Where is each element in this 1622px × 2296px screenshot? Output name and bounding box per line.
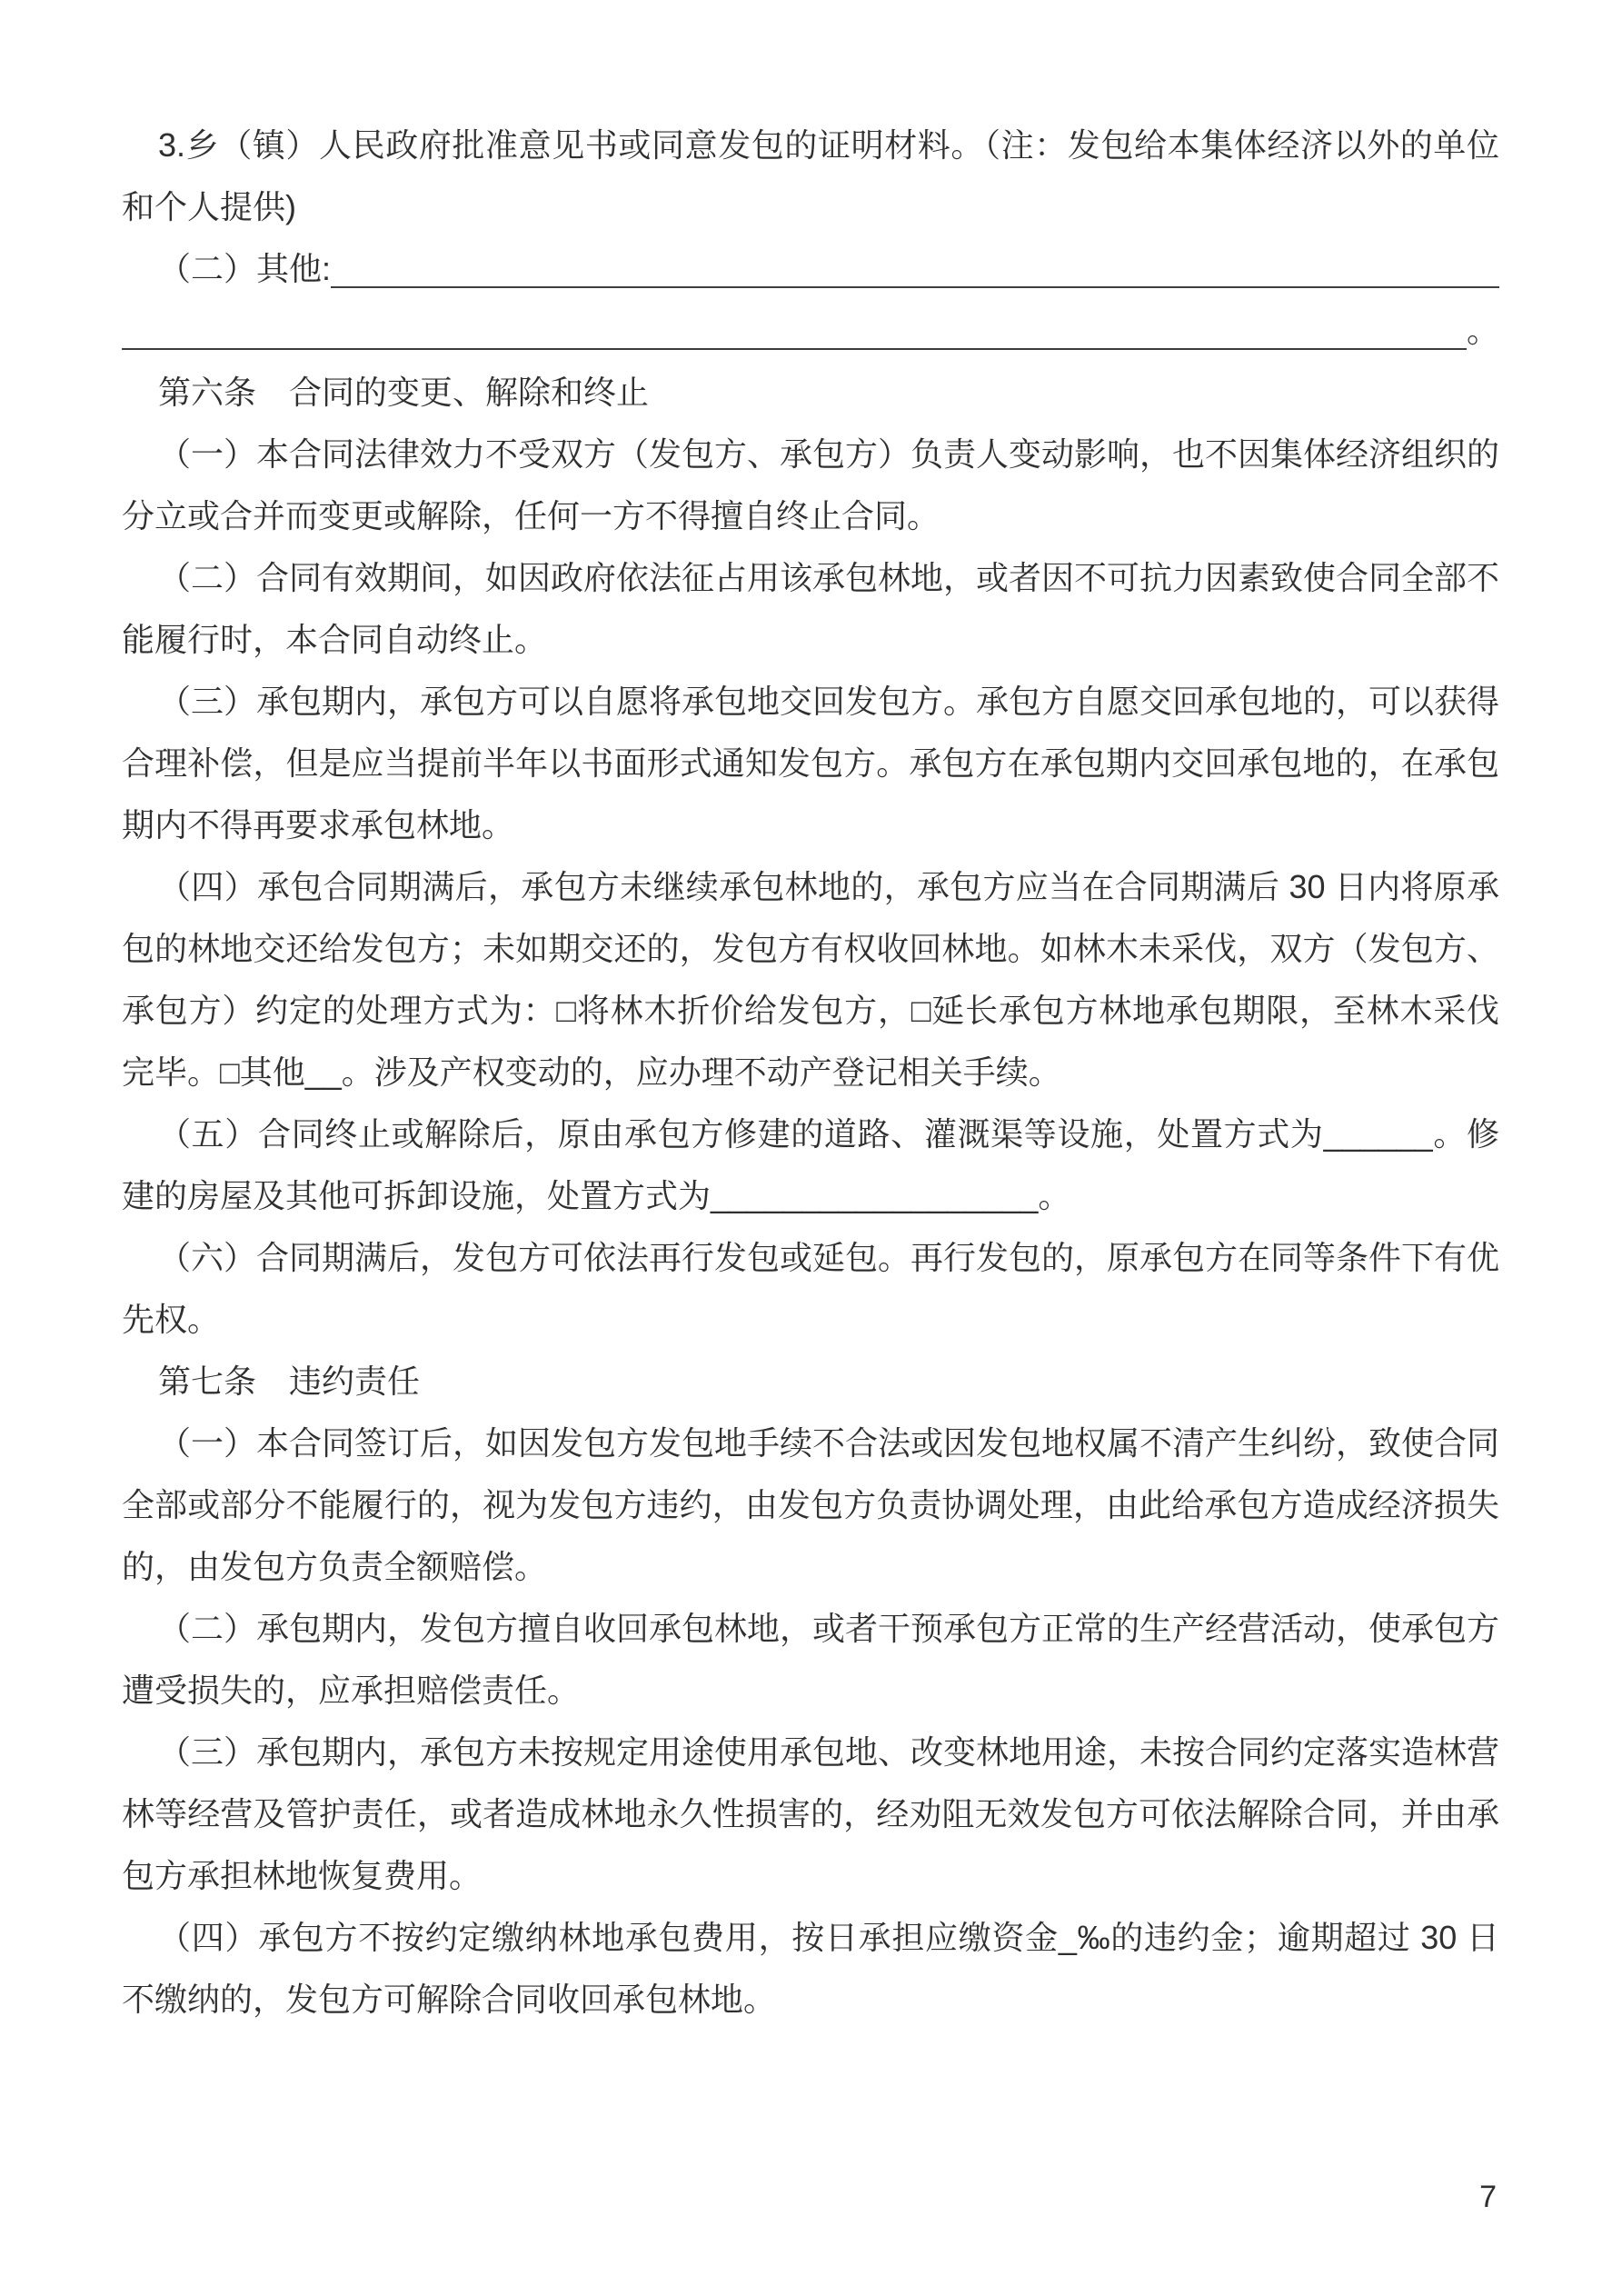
clause-other-blank-line [122,300,1499,362]
clause-other-label [122,238,1499,300]
article-6-item-6: （六）合同期满后，发包方可依法再行发包或延包。再行发包的，原承包方在同等条件下有优先权。 [122,1239,1500,1338]
blank-underline [122,300,1467,362]
article-7-item-2: （二）承包期内，发包方擅自收回承包林地，或者干预承包方正常的生产经营活动，使承包方遭受损失的，应承担赔偿责任。 [122,1610,1500,1709]
blank-underline [331,238,1499,300]
paragraph-text: 。 [1466,312,1499,349]
article-6-item-5: （五）合同终止或解除后，原由承包方修建的道路、灌溉渠等设施，处置方式为______。修建的房屋及其他可拆卸设施，处置方式为__________________。 [122,1115,1499,1214]
article-7-heading: 第七条 违约责任 [158,1363,421,1400]
document-body [122,115,1499,2031]
paragraph-text: （二）其他: [158,250,332,287]
page-number: 7 [1479,2180,1497,2214]
article-7-item-4: （四）承包方不按约定缴纳林地承包费用，按日承担应缴资金_‰的违约金；逾期超过 30 日不缴纳的，发包方可解除合同收回承包林地。 [122,1919,1499,2018]
article-7-item-3: （三）承包期内，承包方未按规定用途使用承包地、改变林地用途，未按合同约定落实造林营林等经营及管护责任，或者造成林地永久性损害的，经劝阻无效发包方可依法解除合同，并由承包方承担林地恢复费用。 [122,1733,1500,1894]
article-6-item-1: （一）本合同法律效力不受双方（发包方、承包方）负责人变动影响，也不因集体经济组织的分立或合并而变更或解除，任何一方不得擅自终止合同。 [122,435,1500,534]
article-6-item-3: （三）承包期内，承包方可以自愿将承包地交回发包方。承包方自愿交回承包地的，可以获得合理补偿，但是应当提前半年以书面形式通知发包方。承包方在承包期内交回承包地的，在承包期内不得再要求承包林地。 [122,683,1500,844]
article-6-item-2: （二）合同有效期间，如因政府依法征占用该承包林地，或者因不可抗力因素致使合同全部不能履行时，本合同自动终止。 [122,559,1500,658]
clause-attachment-3: 3.乡（镇）人民政府批准意见书或同意发包的证明材料。（注：发包给本集体经济以外的单位和个人提供) [122,126,1499,225]
article-6-item-4: （四）承包合同期满后，承包方未继续承包林地的，承包方应当在合同期满后 30 日内将原承包的林地交还给发包方；未如期交还的，发包方有权收回林地。如林木未采伐，双方（发包方、承包方）约定的处理方式为：□将林木折价给发包方，□延长承包方林地承包期限，至林木采伐完毕。□其他__。涉及产权变动的，应办理不动产登记相关手续。 [122,868,1499,1091]
article-7-item-1: （一）本合同签订后，如因发包方发包地手续不合法或因发包地权属不清产生纠纷，致使合同全部或部分不能履行的，视为发包方违约，由发包方负责协调处理，由此给承包方造成经济损失的，由发包方负责全额赔偿。 [122,1424,1500,1585]
article-6-heading: 第六条 合同的变更、解除和终止 [158,374,650,411]
